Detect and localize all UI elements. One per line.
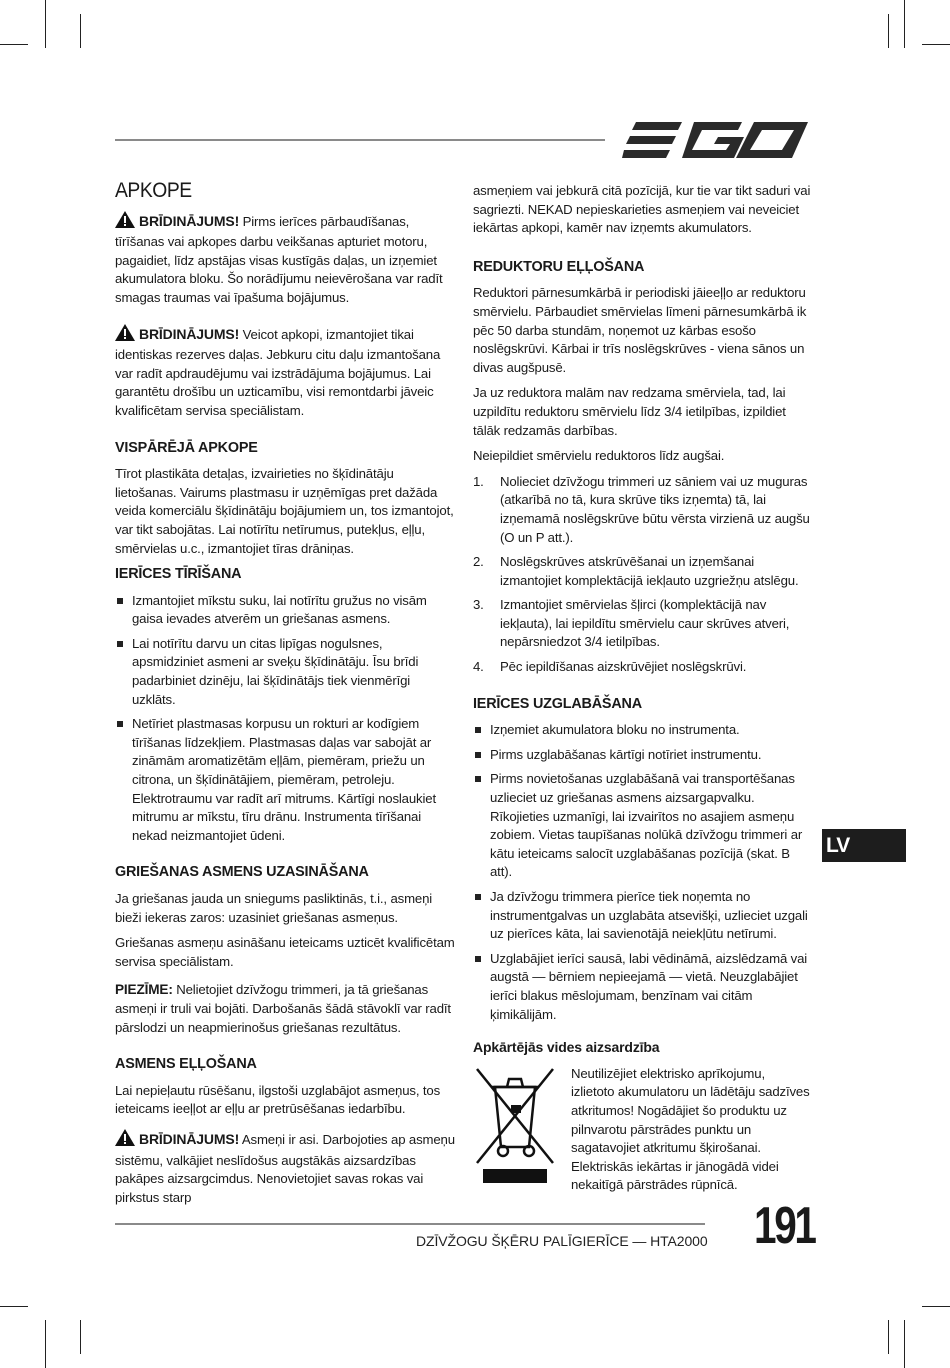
list-item: Uzglabājiet ierīci sausā, labi vēdināmā, aizslēdzamā vai augstā — bērniem nepieejamā — vietā. Neuzglabājiet ierīci blakus mēslojumam, benzīnam vai citām ķimikālijām. <box>473 950 811 1024</box>
language-tab: LV <box>822 829 906 862</box>
bullet-icon <box>475 894 481 900</box>
header-rule <box>115 139 605 141</box>
body-paragraph: Tīrot plastikāta detaļas, izvairieties no šķīdinātāju lietošanas. Vairums plastmasu ir uzņēmīgas pret dažāda veida komerciālu šķīdinātāju bojājumiem un, tos izmantojot, var tikt sabojātas. Lai notīrītu netīrumus, putekļus, eļļu, smērvielas u.c., izmantojiet tīras drāniņas. <box>115 466 454 556</box>
cleaning-list <box>115 592 455 846</box>
right-column <box>473 182 811 1195</box>
note-text: Nelietojiet dzīvžogu trimmeri, ja tā griešanas asmeņi ir truli vai bojāti. Darbošanās šādā stāvoklī var radīt pārslodzi un neapmierinošus griešanas rezultātus. <box>115 982 451 1035</box>
bullet-icon <box>475 752 481 758</box>
footer-rule <box>115 1223 705 1225</box>
left-column <box>115 179 455 1214</box>
page-number: 191 <box>754 1197 815 1255</box>
crop-mark <box>0 1306 28 1307</box>
list-item: Izņemiet akumulatora bloku no instrumenta. <box>473 721 811 740</box>
list-item: Izmantojiet mīkstu suku, lai notīrītu gružus no visām gaisa ievades atverēm un griešanas asmens. <box>115 592 455 629</box>
page-title: APKOPE <box>115 179 192 202</box>
warning-icon <box>115 1129 135 1152</box>
list-item: Netīriet plastmasas korpusu un rokturi ar kodīgiem tīrīšanas līdzekļiem. Plastmasas daļas var sabojāt ar zināmām aromatizētām eļļām, piemēram, priežu un citrona, un šķīdinātājiem, piemēram, petroleju. Elektrotraumu var radīt arī mitrums. Kārtīgi noslaukiet mitrumu ar mīkstu, tīru drānu. Instrumenta tīrīšanai nekad neizmantojiet ūdeni. <box>115 715 455 845</box>
list-item: 2. Noslēgskrūves atskrūvēšanai un izņemšanai izmantojiet komplektācijā iekļauto uzgriežņu atslēgu. <box>473 554 799 588</box>
warning-text: Pirms ierīces pārbaudīšanas, tīrīšanas vai apkopes darbu veikšanas apturiet motoru, pagaidiet, līdz apstājas visas kustīgās daļas, un izņemiet akumulatora bloku. Šo norādījumu neievērošana var radīt smagas traumas vai īpašuma bojājumus. <box>115 213 443 305</box>
crop-mark <box>80 14 81 48</box>
warning-label: BRĪDINĀJUMS! <box>139 212 240 229</box>
footer-title: DZĪVŽOGU ŠĶĒRU PALĪGIERĪCE — HTA2000 <box>416 1233 708 1249</box>
crop-mark <box>904 0 905 48</box>
crop-mark <box>922 44 950 45</box>
warning-label: BRĪDINĀJUMS! <box>139 325 240 342</box>
bullet-icon <box>117 641 123 647</box>
storage-list <box>473 721 811 1024</box>
bullet-icon <box>117 598 123 604</box>
warning-icon <box>115 324 135 347</box>
list-item: Ja dzīvžogu trimmera pierīce tiek noņemta no instrumentgalvas un uzglabāta atsevišķi, uzlieciet uzgali uz pierīces kāta, lai savienotājā neiekļūtu netīrumi. <box>473 888 811 944</box>
section-heading: VISPĀRĒJĀ APKOPE <box>115 439 258 456</box>
list-item: 4. Pēc iepildīšanas aizskrūvējiet noslēgskrūvi. <box>473 659 747 675</box>
list-item: 1. Nolieciet dzīvžogu trimmeri uz sāniem vai uz muguras (atkarībā no tā, kura skrūve tiks izņemta) tā, lai izņemamā noslēgskrūve būtu vērsta virzienā uz augšu (O un P att.). <box>473 473 810 545</box>
note-label: PIEZĪME: <box>115 982 173 998</box>
crop-mark <box>888 14 889 48</box>
warning-label: BRĪDINĀJUMS! <box>139 1130 240 1147</box>
body-paragraph: Reduktori pārnesumkārbā ir periodiski jāieeļļo ar reduktoru smērvielu. Pārbaudiet smērvielas līmeni pārnesumkārbā ik pēc 50 darba stundām, noņemot uz kārbas esošo noslēgskrūvi. Kārbai ir trīs noslēgskrūves - viena sānos un divas augšpusē. <box>473 285 807 375</box>
section-heading: IERĪCES TĪRĪŠANA <box>115 566 242 583</box>
bullet-icon <box>117 721 123 727</box>
section-heading: GRIEŠANAS ASMENS UZASINĀŠANA <box>115 864 369 881</box>
body-paragraph: Ja griešanas jauda un sniegums pasliktinās, t.i., asmeņi bieži iekeras zaros: uzasiniet griešanas asmeņus. <box>115 891 433 925</box>
list-item: Lai notīrītu darvu un citas lipīgas nogulsnes, apsmidziniet asmeni ar sveķu šķīdinātāju. Īsu brīdi padarbiniet dzinēju, lai šķīdinātājs tiek vienmērīgi uzklāts. <box>115 635 455 709</box>
environment-text: Neutilizējiet elektrisko aprīkojumu, izlietoto akumulatoru un lādētāju sadzīves atkritumos! Nogādājiet šo produktu uz pilnvarotu pārstrādes punktu un sagatavojiet atkritumu šķirošanai. Elektriskās iekārtas ir jānogādā videi nekaitīgā pārstrādes rūpnīcā. <box>571 1065 810 1193</box>
bullet-icon <box>475 776 481 782</box>
note-paragraph <box>115 981 455 1037</box>
warning-paragraph <box>115 211 455 308</box>
list-item: 3. Izmantojiet smērvielas šļirci (komplektācijā nav iekļauta), lai iepildītu smērvielu caur skrūves atveri, nepārsniedzot 3/4 ietilpības. <box>473 597 790 650</box>
crop-mark <box>0 44 28 45</box>
section-heading: REDUKTORU EĻĻOŠANA <box>473 258 645 275</box>
environment-heading: Apkārtējās vides aizsardzība <box>473 1039 660 1056</box>
warning-text: Veicot apkopi, izmantojiet tikai identiskas rezerves daļas. Jebkuru citu daļu izmantošana var radīt apdraudējumu vai izstrādājuma bojājumus. Lai garantētu drošību un uzticamību, visi remontdarbi jāveic kvalificētam servisa speciālistam. <box>115 326 441 418</box>
crop-mark <box>45 0 46 48</box>
crop-mark <box>922 1306 950 1307</box>
bullet-icon <box>475 956 481 962</box>
section-heading: IERĪCES UZGLABĀŠANA <box>473 695 642 712</box>
bullet-icon <box>475 727 481 733</box>
ego-logo <box>622 118 810 162</box>
weee-bin-icon <box>473 1065 557 1195</box>
body-paragraph: asmeņiem vai jebkurā citā pozīcijā, kur tie var tikt saduri vai sagriezti. NEKAD nepieskarieties asmeņiem vai neveiciet iekārtas apkopi, kamēr nav izņemts akumulators. <box>473 183 811 236</box>
warning-icon <box>115 211 135 234</box>
body-paragraph: Neiepildiet smērvielu reduktoros līdz augšai. <box>473 448 725 464</box>
list-item: Pirms novietošanas uzglabāšanā vai transportēšanas uzlieciet uz griešanas asmens aizsargapvalku. Rīkojieties uzmanīgi, lai izvairītos no asajiem asmeņu zobiem. Vietas taupīšanas nolūkā dzīvžogu trimmeri ar kātu ieteicams salocīt uzglabāšanas pozīcijā (skat. B att). <box>473 770 811 882</box>
gear-steps-list <box>473 473 811 677</box>
warning-paragraph <box>115 324 455 421</box>
crop-mark <box>888 1320 889 1354</box>
crop-mark <box>904 1320 905 1368</box>
crop-mark <box>80 1320 81 1354</box>
list-item: Pirms uzglabāšanas kārtīgi notīriet instrumentu. <box>473 746 811 765</box>
environment-block <box>473 1065 811 1195</box>
body-paragraph: Lai nepieļautu rūsēšanu, ilgstoši uzglabājot asmeņus, tos ieteicams ieeļļot ar eļļu ar pretrūsēšanas iedarbību. <box>115 1082 441 1117</box>
body-paragraph: Griešanas asmeņu asināšanu ieteicams uzticēt kvalificētam servisa speciālistam. <box>115 935 455 969</box>
section-heading: ASMENS EĻĻOŠANA <box>115 1056 257 1073</box>
warning-paragraph <box>115 1129 455 1207</box>
warning-text: Asmeņi ir asi. Darbojoties ap asmeņu sistēmu, valkājiet neslīdošus augstākās aizsardzības pakāpes aizsargcimdus. Nenovietojiet savas rokas vai pirkstus starp <box>115 1131 455 1205</box>
crop-mark <box>45 1320 46 1368</box>
body-paragraph: Ja uz reduktora malām nav redzama smērviela, tad, lai uzpildītu reduktoru smērvielu līdz 3/4 ietilpības, izpildiet tālāk redzamās darbības. <box>473 385 786 438</box>
